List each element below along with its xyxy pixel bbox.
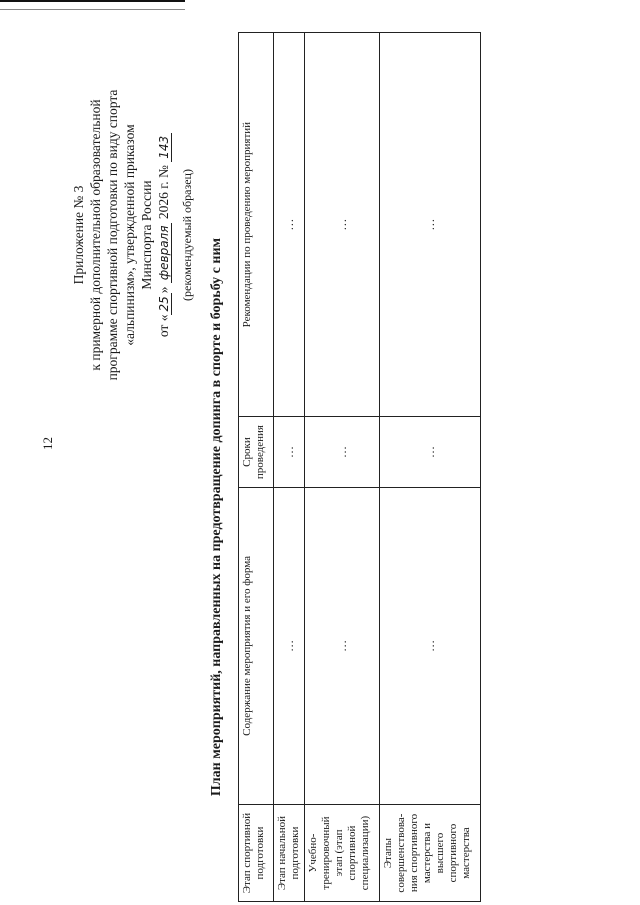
table-row: [274, 33, 305, 902]
recommendations-cell: …: [274, 33, 305, 417]
stage-cell: Этап начальной подготовки: [274, 805, 305, 902]
recommendations-cell: …: [380, 33, 481, 417]
appendix-line: программе спортивной подготовки по виду спорта: [105, 89, 120, 381]
order-number: 143: [157, 133, 172, 162]
date-mid: »: [156, 286, 171, 294]
recommendations-cell: …: [305, 33, 380, 417]
dates-cell: …: [380, 417, 481, 488]
content-cell: …: [274, 487, 305, 804]
appendix-block: [70, 25, 173, 445]
appendix-line: «альпинизм», утвержденной приказом: [122, 124, 137, 346]
order-day: 25: [157, 293, 172, 314]
plan-title: План мероприятий, направленных на предотвращение допинга в спорте и борьбу с ним: [209, 237, 224, 797]
header-dates: Сроки проведения: [239, 417, 274, 488]
table-header-row: [239, 33, 274, 902]
table-row: [380, 33, 481, 902]
page-number: 12: [40, 437, 55, 450]
dates-cell: …: [274, 417, 305, 488]
order-dateline: [155, 25, 173, 445]
appendix-line: к примерной дополнительной образовательной: [88, 99, 103, 371]
content-cell: …: [305, 487, 380, 804]
date-prefix: от «: [156, 314, 171, 338]
header-stage: Этап спортивной подготовки: [239, 805, 274, 902]
table-row: [305, 33, 380, 902]
plan-table: [238, 32, 481, 902]
header-recommendations: Рекомендации по проведению мероприятий: [239, 33, 274, 417]
content-cell: …: [380, 487, 481, 804]
stage-cell: Учебно-тренировочный этап (этап спортивной специализации): [305, 805, 380, 902]
appendix-line: Минспорта России: [139, 180, 154, 290]
sample-note: (рекомендуемый образец): [180, 169, 194, 301]
appendix-title: Приложение № 3: [71, 185, 86, 285]
header-content: Содержание мероприятия и его форма: [239, 487, 274, 804]
order-month: февраля: [157, 223, 172, 284]
stage-cell: Этапы совершенствова-ния спортивного мастерства и высшего спортивного мастерства: [380, 805, 481, 902]
dates-cell: …: [305, 417, 380, 488]
order-year: 2026 г. №: [156, 165, 171, 220]
